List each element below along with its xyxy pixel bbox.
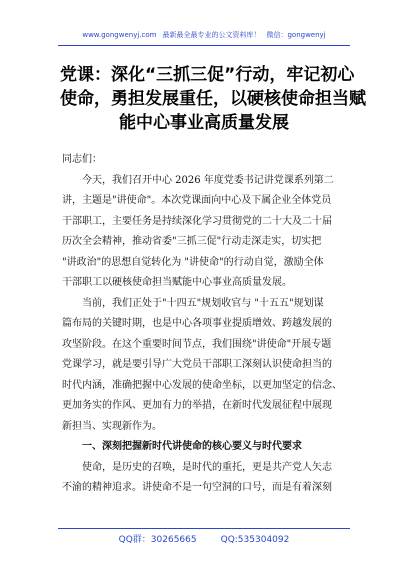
document-body <box>62 150 350 499</box>
title-line: 能中心事业高质量发展 <box>119 113 289 133</box>
paragraph-line: "讲政治"的思想自觉转化为 "讲使命"的行动自觉，激励全体 <box>62 256 324 268</box>
paragraph-line: 更加务实的作风、更加有力的举措，在新时代发展征程中展现 <box>62 400 332 411</box>
footer-divider <box>58 528 350 529</box>
paragraph-line: 干部职工，主要任务是持续深化学习贯彻党的二十大及二十届 <box>62 215 332 227</box>
paragraph-line: 篇布局的关键时期，也是中心各项事业提质增效、跨越发展的 <box>62 318 332 329</box>
paragraph-line: 攻坚阶段。在这个重要时间节点，我们围绕"讲使命"开展专题 <box>62 338 332 350</box>
paragraph-line: 讲，主题是"讲使命"。本次党课面向中心及下属企业全体党员 <box>62 195 332 206</box>
header-divider <box>58 45 350 46</box>
header-slogan: 最新最全最专业的公文资料库！ <box>162 31 261 39</box>
header-wechat: 微信：gongwenyj <box>266 31 326 39</box>
paragraph-line: 不渝的精神追求。讲使命不是一句空洞的口号，而是有着深刻 <box>62 482 332 493</box>
title-line: 使命，勇担发展重任，以硬核使命担当赋 <box>60 89 366 109</box>
document-title <box>60 63 366 135</box>
footer-qq: QQ:535304092 <box>220 535 290 545</box>
salutation: 同志们： <box>62 154 102 165</box>
footer-qq-group: QQ群：30265665 <box>118 535 197 545</box>
paragraph-line: 党课学习，就是要引导广大党员干部职工深刻认识使命担当的 <box>62 359 332 370</box>
paragraph-line: 历次全会精神，推动省委"三抓三促"行动走深走实，切实把 <box>62 236 322 247</box>
paragraph-line: 干部职工以硬核使命担当赋能中心事业高质量发展。 <box>62 277 292 288</box>
paragraph-line: 今天，我们召开中心 2026 年度党委书记讲党课系列第二 <box>82 174 334 186</box>
header-site-link[interactable]: www.gongwenyj.com <box>82 31 157 39</box>
paragraph-line: 时代内涵，准确把握中心发展的使命坐标，以更加坚定的信念、 <box>62 379 342 391</box>
paragraph-line: 新担当、实现新作为。 <box>62 420 162 432</box>
section-heading: 一、深刻把握新时代讲使命的核心要义与时代要求 <box>82 441 302 452</box>
paragraph-line: 当前，我们正处于"十四五"规划收官与 "十五五"规划谋 <box>82 297 324 309</box>
paragraph-line: 使命，是历史的召唤，是时代的重托，更是共产党人矢志 <box>82 461 332 473</box>
title-line: 党课：深化“三抓三促”行动，牢记初心 <box>60 65 355 85</box>
page-footer <box>0 532 408 545</box>
page-header <box>0 30 408 40</box>
